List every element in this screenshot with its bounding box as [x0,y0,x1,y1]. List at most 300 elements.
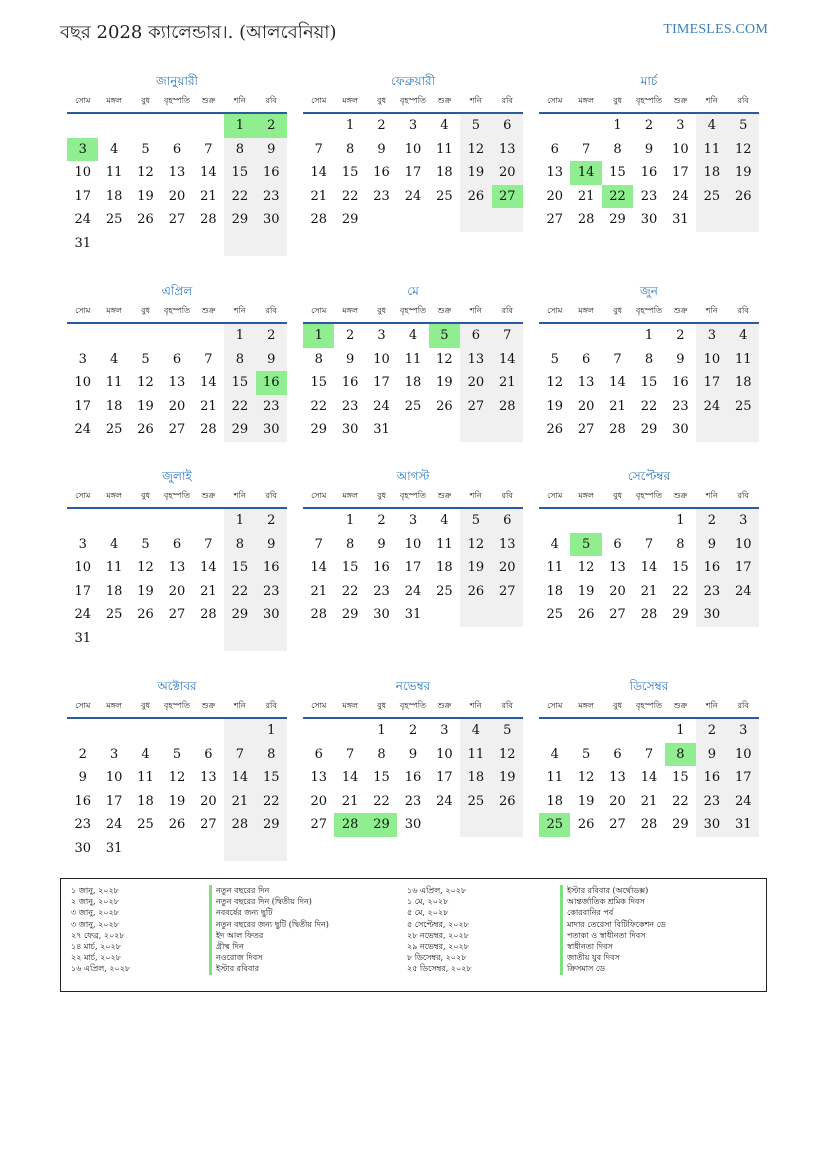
day-cell[interactable]: 27 [460,395,491,419]
day-cell[interactable]: 29 [256,813,287,837]
day-cell[interactable]: 20 [168,583,186,599]
day-cell[interactable]: 27 [168,212,186,228]
day-cell[interactable]: 21 [310,583,327,599]
day-cell[interactable]: 27 [546,212,563,228]
day-cell[interactable]: 29 [224,418,255,442]
holiday-day-cell[interactable]: 1 [224,114,255,138]
day-cell[interactable]: 3 [728,719,759,743]
day-cell[interactable]: 11 [460,743,491,767]
holiday-day-cell[interactable]: 3 [67,138,98,162]
day-cell[interactable]: 25 [696,185,727,209]
holiday-day-cell[interactable]: 27 [492,185,523,209]
day-cell[interactable]: 8 [224,348,255,372]
day-cell[interactable]: 21 [492,371,523,395]
day-cell[interactable]: 21 [609,398,626,414]
holiday-day-cell[interactable]: 2 [256,114,287,138]
day-cell[interactable]: 20 [168,188,186,204]
day-cell[interactable]: 27 [310,817,327,833]
day-cell[interactable]: 25 [137,817,154,833]
day-cell[interactable]: 1 [224,509,255,533]
day-cell[interactable]: 14 [200,375,217,391]
day-cell[interactable]: 28 [224,813,255,837]
day-cell[interactable]: 24 [404,188,422,204]
day-cell[interactable]: 28 [310,607,327,623]
day-cell[interactable]: 22 [224,185,255,209]
day-cell[interactable]: 1 [345,513,355,528]
day-cell[interactable]: 4 [696,114,727,138]
day-cell[interactable]: 7 [345,746,355,762]
day-cell[interactable]: 11 [404,351,422,367]
day-cell[interactable]: 9 [377,536,386,552]
day-cell[interactable]: 14 [341,770,359,786]
holiday-day-cell[interactable]: 22 [602,185,633,209]
day-cell[interactable]: 26 [137,607,154,623]
day-cell[interactable]: 31 [74,235,91,251]
day-cell[interactable]: 31 [672,212,689,228]
day-cell[interactable]: 11 [137,770,154,786]
day-cell[interactable]: 25 [404,398,422,414]
day-cell[interactable]: 26 [728,185,759,209]
day-cell[interactable]: 14 [310,560,327,576]
day-cell[interactable]: 4 [728,324,759,348]
day-cell[interactable]: 16 [672,375,689,391]
day-cell[interactable]: 9 [676,351,685,367]
day-cell[interactable]: 18 [728,371,759,395]
holiday-day-cell[interactable]: 1 [303,324,334,348]
day-cell[interactable]: 12 [168,770,186,786]
day-cell[interactable]: 19 [137,583,154,599]
day-cell[interactable]: 8 [256,743,287,767]
day-cell[interactable]: 20 [460,371,491,395]
day-cell[interactable]: 26 [492,790,523,814]
day-cell[interactable]: 22 [373,793,390,809]
day-cell[interactable]: 1 [224,324,255,348]
day-cell[interactable]: 6 [581,351,591,367]
day-cell[interactable]: 26 [436,398,453,414]
day-cell[interactable]: 12 [436,351,453,367]
day-cell[interactable]: 22 [672,793,689,809]
day-cell[interactable]: 31 [105,840,123,856]
day-cell[interactable]: 1 [676,513,685,528]
day-cell[interactable]: 23 [373,188,390,204]
day-cell[interactable]: 9 [644,141,654,157]
day-cell[interactable]: 19 [460,161,491,185]
day-cell[interactable]: 20 [609,793,626,809]
day-cell[interactable]: 9 [256,348,287,372]
day-cell[interactable]: 20 [168,398,186,414]
holiday-day-cell[interactable]: 28 [334,813,365,837]
day-cell[interactable]: 24 [74,422,91,438]
day-cell[interactable]: 16 [696,766,727,790]
day-cell[interactable]: 19 [492,766,523,790]
day-cell[interactable]: 2 [377,513,386,528]
day-cell[interactable]: 18 [436,560,453,576]
day-cell[interactable]: 30 [373,607,390,623]
day-cell[interactable]: 23 [256,580,287,604]
day-cell[interactable]: 13 [492,138,523,162]
day-cell[interactable]: 15 [224,371,255,395]
day-cell[interactable]: 5 [581,746,591,762]
day-cell[interactable]: 12 [728,138,759,162]
day-cell[interactable]: 8 [377,746,386,762]
day-cell[interactable]: 25 [436,188,453,204]
day-cell[interactable]: 17 [696,371,727,395]
day-cell[interactable]: 5 [550,351,559,367]
day-cell[interactable]: 10 [404,141,422,157]
day-cell[interactable]: 29 [640,422,658,438]
day-cell[interactable]: 22 [672,583,689,599]
day-cell[interactable]: 1 [644,328,654,343]
day-cell[interactable]: 4 [109,536,119,552]
day-cell[interactable]: 25 [436,583,453,599]
day-cell[interactable]: 17 [728,766,759,790]
day-cell[interactable]: 17 [74,188,91,204]
day-cell[interactable]: 15 [640,375,658,391]
day-cell[interactable]: 22 [310,398,327,414]
day-cell[interactable]: 8 [644,351,654,367]
day-cell[interactable]: 28 [492,395,523,419]
day-cell[interactable]: 23 [256,185,287,209]
day-cell[interactable]: 3 [109,746,119,762]
day-cell[interactable]: 10 [373,351,390,367]
day-cell[interactable]: 5 [460,114,491,138]
day-cell[interactable]: 6 [172,536,182,552]
day-cell[interactable]: 14 [640,770,658,786]
day-cell[interactable]: 12 [577,560,595,576]
day-cell[interactable]: 23 [341,398,359,414]
day-cell[interactable]: 19 [436,375,453,391]
day-cell[interactable]: 21 [200,188,217,204]
day-cell[interactable]: 16 [640,165,658,181]
day-cell[interactable]: 4 [109,141,119,157]
day-cell[interactable]: 26 [460,580,491,604]
day-cell[interactable]: 25 [105,607,123,623]
day-cell[interactable]: 4 [550,536,559,552]
day-cell[interactable]: 29 [224,603,255,627]
day-cell[interactable]: 11 [436,141,453,157]
day-cell[interactable]: 3 [728,509,759,533]
day-cell[interactable]: 15 [672,770,689,786]
day-cell[interactable]: 27 [168,607,186,623]
day-cell[interactable]: 15 [341,165,359,181]
day-cell[interactable]: 6 [204,746,213,762]
day-cell[interactable]: 30 [404,817,422,833]
day-cell[interactable]: 29 [310,422,327,438]
day-cell[interactable]: 27 [609,607,626,623]
day-cell[interactable]: 2 [696,719,727,743]
day-cell[interactable]: 14 [224,766,255,790]
day-cell[interactable]: 23 [696,580,727,604]
day-cell[interactable]: 20 [492,161,523,185]
day-cell[interactable]: 16 [373,165,390,181]
day-cell[interactable]: 25 [105,422,123,438]
day-cell[interactable]: 21 [310,188,327,204]
day-cell[interactable]: 10 [74,560,91,576]
day-cell[interactable]: 27 [168,422,186,438]
day-cell[interactable]: 5 [141,351,150,367]
day-cell[interactable]: 12 [546,375,563,391]
day-cell[interactable]: 13 [609,560,626,576]
holiday-day-cell[interactable]: 25 [539,813,570,837]
day-cell[interactable]: 24 [404,583,422,599]
day-cell[interactable]: 23 [404,793,422,809]
day-cell[interactable]: 24 [696,395,727,419]
day-cell[interactable]: 4 [408,328,418,343]
day-cell[interactable]: 30 [341,422,359,438]
day-cell[interactable]: 23 [373,583,390,599]
day-cell[interactable]: 19 [546,398,563,414]
day-cell[interactable]: 28 [200,422,217,438]
day-cell[interactable]: 27 [492,580,523,604]
day-cell[interactable]: 18 [105,398,123,414]
day-cell[interactable]: 2 [345,328,355,343]
day-cell[interactable]: 31 [373,422,390,438]
day-cell[interactable]: 30 [256,418,287,442]
day-cell[interactable]: 15 [256,766,287,790]
day-cell[interactable]: 26 [460,185,491,209]
day-cell[interactable]: 27 [200,817,217,833]
day-cell[interactable]: 28 [200,212,217,228]
day-cell[interactable]: 16 [373,560,390,576]
day-cell[interactable]: 28 [200,607,217,623]
day-cell[interactable]: 1 [345,118,355,133]
day-cell[interactable]: 15 [672,560,689,576]
day-cell[interactable]: 24 [728,790,759,814]
day-cell[interactable]: 22 [341,583,359,599]
day-cell[interactable]: 30 [696,603,727,627]
day-cell[interactable]: 10 [74,375,91,391]
day-cell[interactable]: 7 [581,141,591,157]
day-cell[interactable]: 2 [644,118,654,133]
day-cell[interactable]: 19 [460,556,491,580]
day-cell[interactable]: 14 [609,375,626,391]
day-cell[interactable]: 26 [168,817,186,833]
day-cell[interactable]: 17 [404,560,422,576]
day-cell[interactable]: 19 [577,793,595,809]
day-cell[interactable]: 3 [408,118,418,133]
day-cell[interactable]: 13 [460,348,491,372]
day-cell[interactable]: 9 [256,138,287,162]
day-cell[interactable]: 30 [256,208,287,232]
day-cell[interactable]: 17 [373,375,390,391]
day-cell[interactable]: 5 [728,114,759,138]
day-cell[interactable]: 19 [728,161,759,185]
day-cell[interactable]: 21 [200,583,217,599]
day-cell[interactable]: 24 [672,188,689,204]
day-cell[interactable]: 29 [341,607,359,623]
day-cell[interactable]: 25 [546,607,563,623]
day-cell[interactable]: 24 [373,398,390,414]
day-cell[interactable]: 29 [609,212,626,228]
day-cell[interactable]: 24 [74,607,91,623]
day-cell[interactable]: 30 [74,840,91,856]
day-cell[interactable]: 28 [609,422,626,438]
day-cell[interactable]: 30 [640,212,658,228]
day-cell[interactable]: 18 [105,188,123,204]
day-cell[interactable]: 18 [696,161,727,185]
day-cell[interactable]: 26 [137,212,154,228]
day-cell[interactable]: 3 [377,328,386,343]
day-cell[interactable]: 10 [672,141,689,157]
day-cell[interactable]: 21 [224,790,255,814]
day-cell[interactable]: 9 [256,533,287,557]
day-cell[interactable]: 12 [460,533,491,557]
day-cell[interactable]: 3 [408,513,418,528]
day-cell[interactable]: 20 [546,188,563,204]
day-cell[interactable]: 26 [546,422,563,438]
day-cell[interactable]: 6 [492,509,523,533]
day-cell[interactable]: 24 [436,793,453,809]
day-cell[interactable]: 13 [168,375,186,391]
day-cell[interactable]: 20 [609,583,626,599]
day-cell[interactable]: 23 [672,398,689,414]
day-cell[interactable]: 25 [728,395,759,419]
day-cell[interactable]: 12 [577,770,595,786]
day-cell[interactable]: 26 [577,607,595,623]
day-cell[interactable]: 4 [109,351,119,367]
day-cell[interactable]: 8 [613,141,622,157]
day-cell[interactable]: 19 [577,583,595,599]
day-cell[interactable]: 8 [676,536,685,552]
day-cell[interactable]: 24 [74,212,91,228]
day-cell[interactable]: 26 [137,422,154,438]
day-cell[interactable]: 8 [345,536,355,552]
brand-logo[interactable]: TIMESLES.COM [663,22,768,37]
day-cell[interactable]: 3 [78,536,87,552]
day-cell[interactable]: 9 [377,141,386,157]
day-cell[interactable]: 25 [460,790,491,814]
day-cell[interactable]: 22 [224,395,255,419]
day-cell[interactable]: 23 [256,395,287,419]
day-cell[interactable]: 8 [224,533,255,557]
day-cell[interactable]: 28 [640,607,658,623]
day-cell[interactable]: 9 [696,533,727,557]
day-cell[interactable]: 10 [105,770,123,786]
day-cell[interactable]: 16 [696,556,727,580]
day-cell[interactable]: 10 [696,348,727,372]
day-cell[interactable]: 18 [436,165,453,181]
day-cell[interactable]: 25 [105,212,123,228]
day-cell[interactable]: 13 [577,375,595,391]
day-cell[interactable]: 28 [577,212,595,228]
day-cell[interactable]: 18 [105,583,123,599]
day-cell[interactable]: 5 [141,141,150,157]
day-cell[interactable]: 20 [200,793,217,809]
day-cell[interactable]: 20 [310,793,327,809]
day-cell[interactable]: 7 [204,141,213,157]
day-cell[interactable]: 5 [141,536,150,552]
day-cell[interactable]: 22 [341,188,359,204]
day-cell[interactable]: 16 [256,556,287,580]
day-cell[interactable]: 11 [105,560,123,576]
day-cell[interactable]: 31 [74,630,91,646]
day-cell[interactable]: 5 [492,719,523,743]
day-cell[interactable]: 16 [404,770,422,786]
day-cell[interactable]: 22 [640,398,658,414]
day-cell[interactable]: 10 [728,533,759,557]
day-cell[interactable]: 6 [613,536,622,552]
day-cell[interactable]: 1 [613,118,622,133]
day-cell[interactable]: 8 [345,141,355,157]
day-cell[interactable]: 27 [577,422,595,438]
day-cell[interactable]: 6 [613,746,622,762]
day-cell[interactable]: 11 [728,348,759,372]
day-cell[interactable]: 17 [436,770,453,786]
day-cell[interactable]: 21 [640,583,658,599]
day-cell[interactable]: 20 [577,398,595,414]
day-cell[interactable]: 29 [672,817,689,833]
day-cell[interactable]: 11 [696,138,727,162]
day-cell[interactable]: 21 [577,188,595,204]
day-cell[interactable]: 10 [728,743,759,767]
holiday-day-cell[interactable]: 29 [366,813,397,837]
day-cell[interactable]: 15 [224,161,255,185]
day-cell[interactable]: 4 [141,746,150,762]
day-cell[interactable]: 8 [314,351,323,367]
day-cell[interactable]: 29 [224,208,255,232]
day-cell[interactable]: 3 [78,351,87,367]
day-cell[interactable]: 4 [440,118,449,133]
day-cell[interactable]: 30 [696,813,727,837]
day-cell[interactable]: 11 [546,770,563,786]
holiday-day-cell[interactable]: 5 [570,533,601,557]
day-cell[interactable]: 7 [204,351,213,367]
day-cell[interactable]: 10 [74,165,91,181]
day-cell[interactable]: 1 [256,719,287,743]
day-cell[interactable]: 24 [728,580,759,604]
day-cell[interactable]: 28 [310,212,327,228]
day-cell[interactable]: 21 [341,793,359,809]
day-cell[interactable]: 18 [460,766,491,790]
day-cell[interactable]: 3 [676,118,685,133]
day-cell[interactable]: 15 [224,556,255,580]
day-cell[interactable]: 13 [168,165,186,181]
day-cell[interactable]: 21 [200,398,217,414]
day-cell[interactable]: 19 [137,188,154,204]
day-cell[interactable]: 2 [256,324,287,348]
day-cell[interactable]: 14 [640,560,658,576]
day-cell[interactable]: 23 [640,188,658,204]
day-cell[interactable]: 13 [310,770,327,786]
day-cell[interactable]: 7 [644,746,654,762]
day-cell[interactable]: 18 [137,793,154,809]
day-cell[interactable]: 15 [310,375,327,391]
day-cell[interactable]: 30 [672,422,689,438]
day-cell[interactable]: 13 [168,560,186,576]
day-cell[interactable]: 4 [460,719,491,743]
day-cell[interactable]: 9 [408,746,418,762]
day-cell[interactable]: 14 [200,560,217,576]
day-cell[interactable]: 13 [609,770,626,786]
day-cell[interactable]: 9 [78,770,87,786]
day-cell[interactable]: 17 [404,165,422,181]
day-cell[interactable]: 7 [224,743,255,767]
day-cell[interactable]: 8 [224,138,255,162]
day-cell[interactable]: 14 [492,348,523,372]
day-cell[interactable]: 20 [492,556,523,580]
day-cell[interactable]: 16 [256,161,287,185]
day-cell[interactable]: 13 [492,533,523,557]
day-cell[interactable]: 4 [550,746,559,762]
day-cell[interactable]: 10 [436,746,453,762]
day-cell[interactable]: 11 [546,560,563,576]
day-cell[interactable]: 1 [377,723,386,738]
day-cell[interactable]: 31 [728,813,759,837]
day-cell[interactable]: 22 [256,790,287,814]
day-cell[interactable]: 16 [341,375,359,391]
day-cell[interactable]: 17 [728,556,759,580]
day-cell[interactable]: 2 [676,328,685,343]
